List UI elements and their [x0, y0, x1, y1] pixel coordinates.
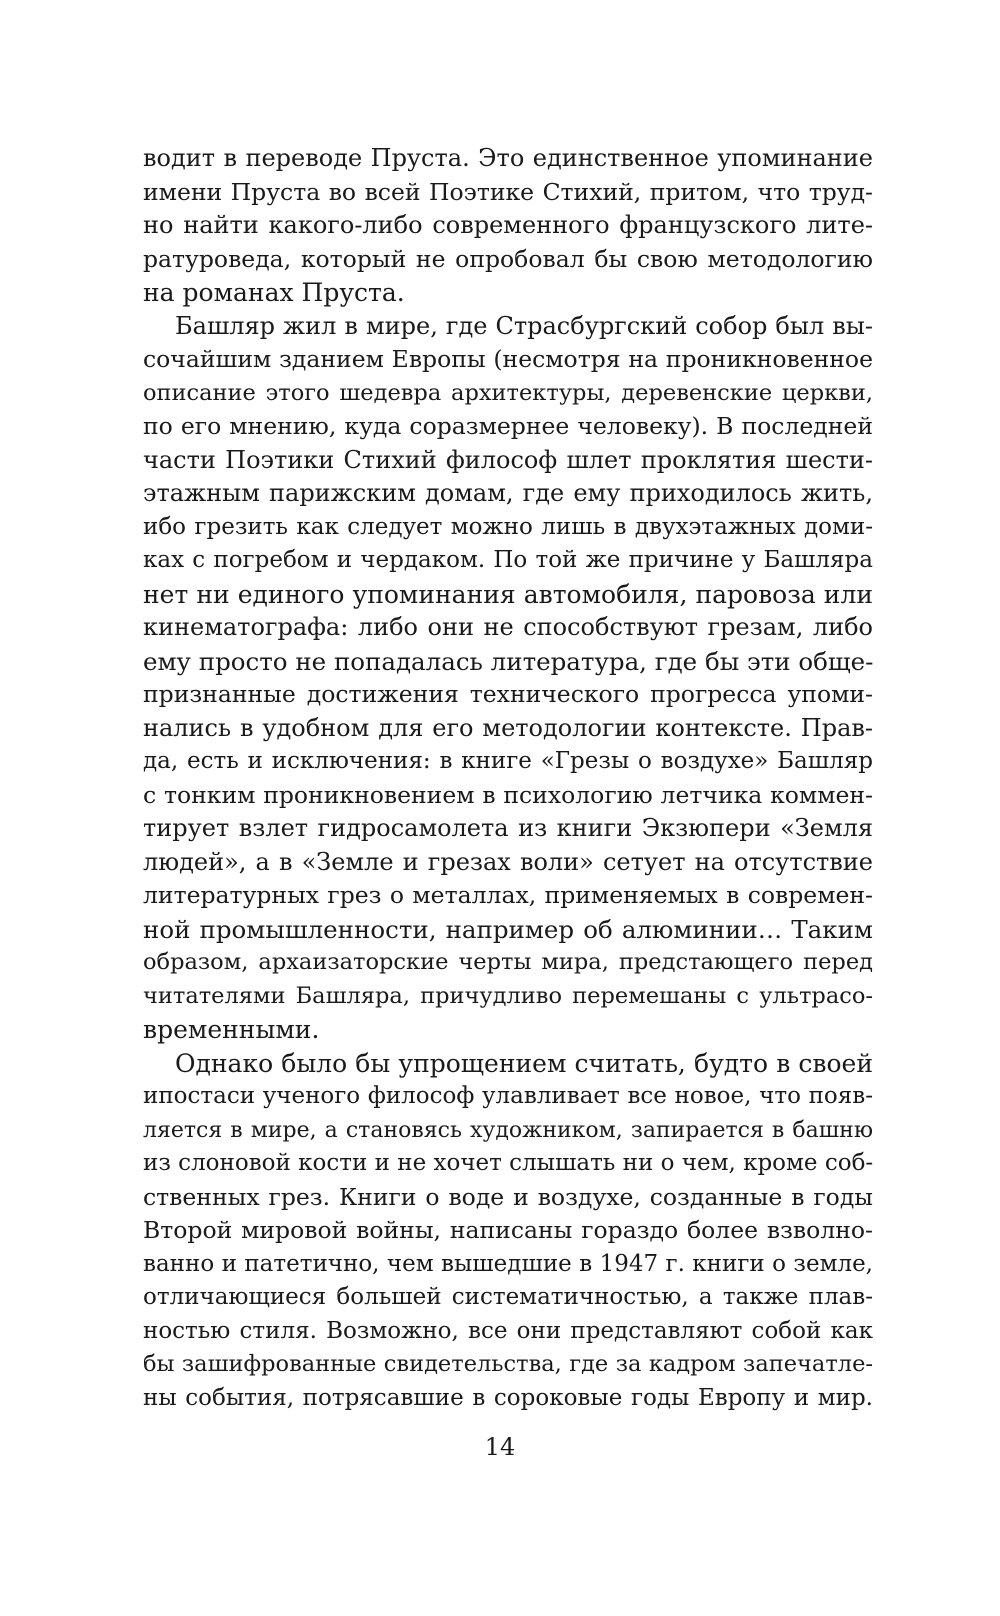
- text-line: ванно и патетично, чем вышедшие в 1947 г. книги о земле,: [143, 1250, 873, 1277]
- text-line: на романах Пруста.: [143, 278, 405, 307]
- text-line: литературных грез о металлах, применяемых в современ-: [143, 881, 873, 909]
- text-line: людей», а в «Земле и грезах воли» сетует на отсутствие: [143, 847, 873, 876]
- paragraph-2: [143, 310, 873, 1047]
- text-line: части Поэтики Стихий философ шлет проклятия шести-: [143, 445, 873, 474]
- text-line: ны события, потрясавшие в сороковые годы Европу и мир.: [143, 1384, 873, 1411]
- text-line: имени Пруста во всей Поэтике Стихий, притом, что труд-: [143, 177, 873, 206]
- text-line: ках с погребом и чердаком. По той же причине у Башляра: [143, 547, 873, 573]
- text-line: кинематографа: либо они не способствуют грезам, либо: [143, 613, 873, 641]
- text-line: временными.: [143, 1015, 320, 1044]
- text-line: ной промышленности, например об алюминии… Таким: [143, 914, 873, 944]
- body-text: [143, 142, 873, 1415]
- text-line: отличающиеся большей систематичностью, а также плав-: [143, 1284, 873, 1310]
- text-line: ностью стиля. Возможно, все они представляют собой как: [143, 1317, 873, 1344]
- text-line: этажным парижским домам, где ему приходилось жить,: [143, 479, 873, 507]
- paragraph-1: [143, 142, 873, 310]
- text-line: образом, архаизаторские черты мира, предстающего перед: [143, 949, 873, 975]
- text-line: Второй мировой войны, написаны гораздо более взволно-: [143, 1216, 873, 1244]
- text-line: водит в переводе Пруста. Это единственное упоминание: [143, 144, 873, 172]
- paragraph-3: [143, 1047, 873, 1416]
- text-line: ему просто не попадалась литература, где бы эти обще-: [143, 646, 874, 676]
- text-line: описание этого шедевра архитектуры, деревенские церкви,: [143, 379, 873, 406]
- text-line: ственных грез. Книги о воде и воздухе, созданные в годы: [143, 1182, 873, 1211]
- text-line: ибо грезить как следует можно лишь в двухэтажных доми-: [143, 513, 873, 540]
- text-line: ляется в мире, а становясь художником, запирается в башню: [143, 1117, 873, 1143]
- text-line: по его мнению, куда соразмернее человеку). В последней: [143, 412, 873, 440]
- text-line: ратуроведа, который не опробовал бы свою методологию: [143, 244, 873, 273]
- text-line: бы зашифрованные свидетельства, где за кадром запечатле-: [143, 1351, 873, 1377]
- text-line: Башляр жил в мире, где Страсбургский собор был вы-: [175, 311, 873, 340]
- text-line: да, есть и исключения: в книге «Грезы о воздухе» Башляр: [143, 748, 873, 774]
- text-line: с тонким проникновением в психологию летчика коммен-: [143, 780, 873, 809]
- text-line: Однако было бы упрощением считать, будто в своей: [175, 1048, 873, 1078]
- text-line: ипостаси ученого философ улавливает все новое, что появ-: [143, 1083, 873, 1109]
- text-line: из слоновой кости и не хочет слышать ни о чем, кроме соб-: [143, 1150, 874, 1176]
- text-line: признанные достижения технического прогресса упоми-: [143, 680, 873, 708]
- text-line: сочайшим зданием Европы (несмотря на проникновенное: [143, 345, 873, 373]
- text-line: тирует взлет гидросамолета из книги Экзюпери «Земля: [143, 814, 873, 842]
- text-line: но найти какого-либо современного французского лите-: [143, 211, 873, 239]
- page-number: 14: [484, 1433, 516, 1461]
- text-line: читателями Башляра, причудливо перемешаны с ультрасо-: [143, 982, 873, 1009]
- text-line: нались в удобном для его методологии контексте. Прав-: [143, 713, 873, 742]
- text-line: нет ни единого упоминания автомобиля, паровоза или: [143, 579, 873, 609]
